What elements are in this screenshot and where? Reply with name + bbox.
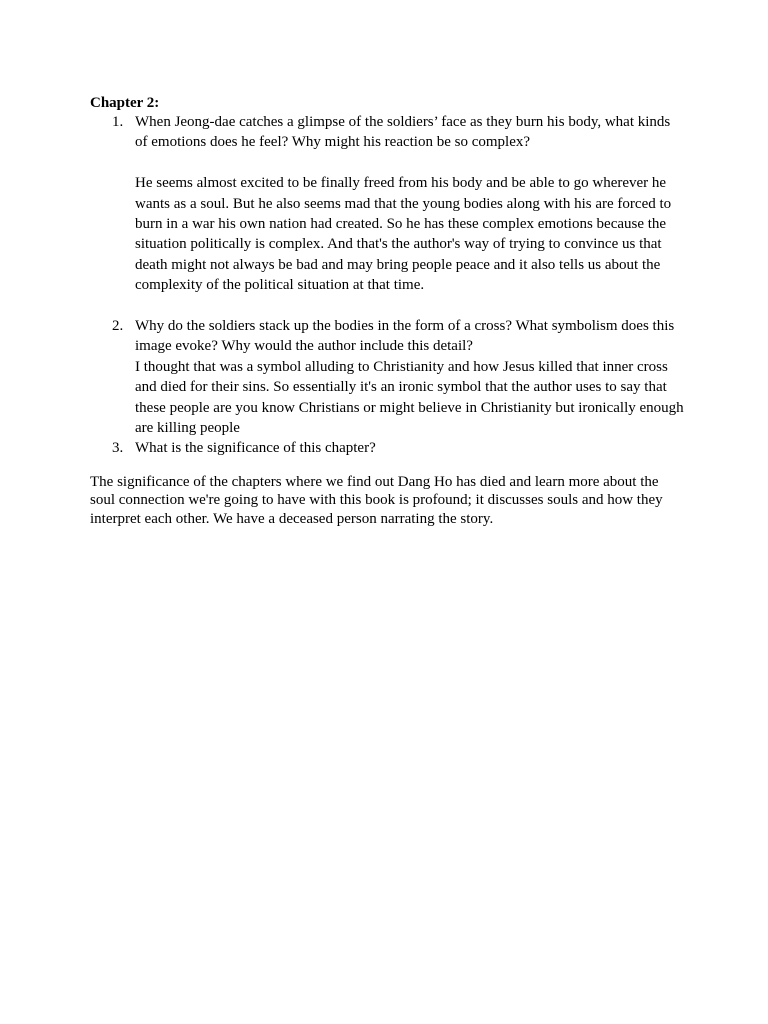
question-number: 2. bbox=[112, 318, 124, 335]
question-number: 3. bbox=[112, 440, 124, 457]
paragraph-spacer bbox=[135, 296, 686, 316]
question-item-2 bbox=[90, 316, 686, 438]
question-text: Why do the soldiers stack up the bodies in the form of a cross? What symbolism does this image evoke? Why would the author include this detail? bbox=[135, 318, 675, 355]
question-text: What is the significance of this chapter? bbox=[135, 440, 376, 457]
document-page bbox=[90, 94, 686, 543]
question-list bbox=[90, 112, 686, 459]
answer-text: He seems almost excited to be finally freed from his body and be able to go wherever he wants as a soul. But he also seems mad that the young bodies along with his are forced to burn in a war his own nation had created. So he has these complex emotions because the situation politically is complex. And that's the author's way of trying to convince us that death might not always be bad and may bring people peace and it also tells us about the complexity of the political situation at that time. bbox=[135, 175, 672, 294]
closing-paragraph: The significance of the chapters where we find out Dang Ho has died and learn more about the soul connection we're going to have with this book is profound; it discusses souls and how they interpret each other. We have a deceased person narrating the story. bbox=[90, 473, 663, 527]
question-text: When Jeong-dae catches a glimpse of the soldiers’ face as they burn his body, what kinds of emotions does he feel? Why might his reaction be so complex? bbox=[135, 114, 671, 151]
chapter-heading: Chapter 2: bbox=[90, 95, 160, 111]
question-number: 1. bbox=[112, 114, 124, 130]
question-item-1 bbox=[90, 112, 686, 316]
paragraph-spacer bbox=[135, 153, 686, 173]
answer-text: I thought that was a symbol alluding to Christianity and how Jesus killed that inner cross and died for their sins. So essentially it's an ironic symbol that the author uses to say that these people are you know Christians or might believe in Christianity but ironically enough are killing people bbox=[135, 358, 684, 437]
question-item-3 bbox=[90, 438, 686, 458]
